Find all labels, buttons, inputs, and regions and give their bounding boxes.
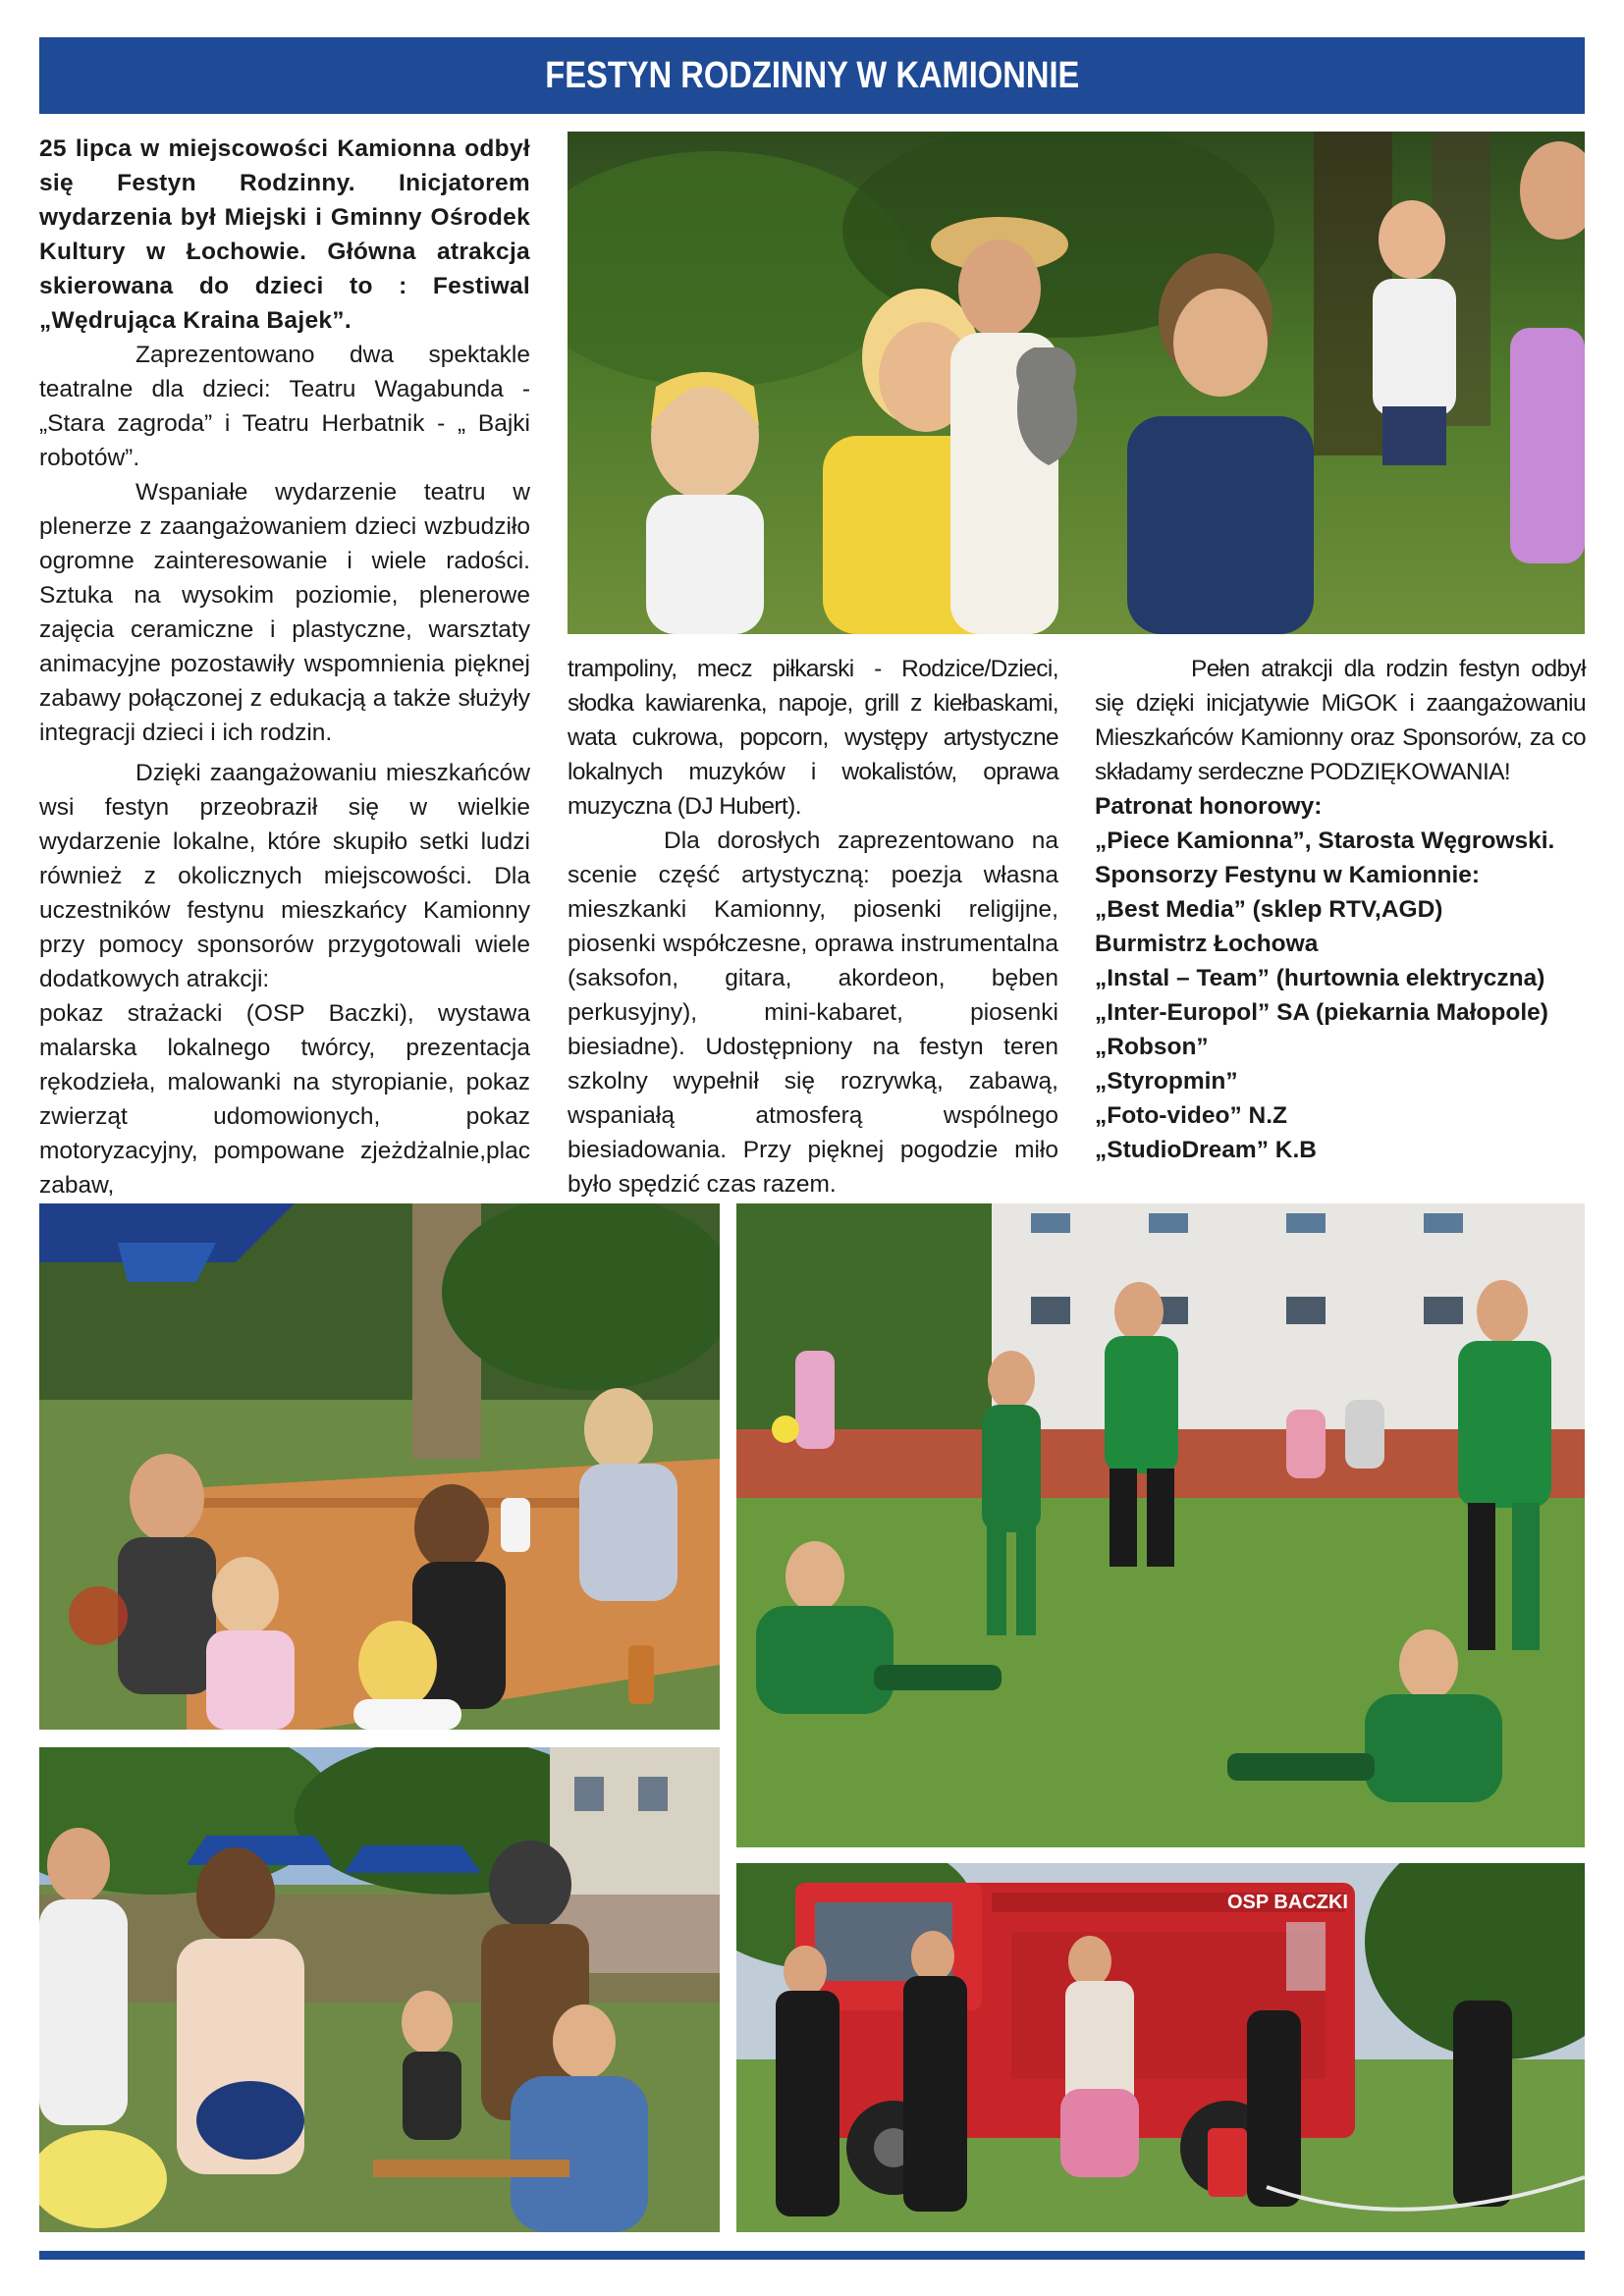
sponsor-item: „Instal – Team” (hurtownia elektryczna) [1095, 965, 1545, 991]
paragraph: Dzięki zaangażowaniu mieszkańców wsi festyn przeobraził się w wielkie wydarzenie lokalne, które skupiło setki ludzi również z okolicznych miejscowości. Dla uczestników festynu mieszkańcy Kamionny przy pomocy sponsorów przygotowali wiele dodatkowych atrakcji: [39, 760, 530, 992]
paragraph: Dla dorosłych zaprezentowano na scenie część artystyczną: poezja własna mieszkanki Kamionny, piosenki religijne, piosenki współczesne, oprawa instrumentalna (saksofon, gitara, akordeon, bęben perkusyjny), mini-kabaret, piosenki biesiadne). Udostępniony na festyn teren szkolny wypełnił się rozrywką, zabawą, wspaniałą atmosferą wspólnego biesiadowania. Przy pięknej pogodzie miło było spędzić czas razem. [568, 828, 1058, 1198]
paragraph: Wspaniałe wydarzenie teatru w plenerze z zaangażowaniem dzieci wzbudziło ogromne zainteresowanie i wiele radości. Sztuka na wysokim poziomie, plenerowe zajęcia ceramiczne i plastyczne, warsztaty animacyjne pozostawiły wspomnienia pięknej zabawy połączonej z edukacją a także służyły integracji dzieci i ich rodzin. [39, 479, 530, 746]
patronat-text: „Piece Kamionna”, Starosta Węgrowski. [1095, 828, 1555, 854]
sponsor-item: „Best Media” (sklep RTV,AGD) [1095, 896, 1443, 923]
text-column-3 [1095, 652, 1586, 1167]
text-column-1 [39, 132, 530, 1202]
sponsor-item: „Foto-video” N.Z [1095, 1102, 1287, 1129]
photo-crowd-animator [39, 1747, 720, 2232]
sponsor-item: „StudioDream” K.B [1095, 1137, 1317, 1163]
text-column-2 [568, 652, 1058, 1201]
photo-football-match [736, 1203, 1585, 1847]
sponsors-list [1095, 892, 1586, 1167]
truck-label: OSP BACZKI [1227, 1892, 1348, 1913]
lead-paragraph: 25 lipca w miejscowości Kamionna odbył się Festyn Rodzinny. Inicjatorem wydarzenia był Miejski i Gminny Ośrodek Kultury w Łochowie. Główna atrakcja skierowana do dzieci to : Festiwal „Wędrująca Kraina Bajek”. [39, 135, 530, 334]
paragraph: pokaz strażacki (OSP Baczki), wystawa malarska lokalnego twórcy, prezentacja rękodzieła, malowanki na styropianie, pokaz zwierząt udomowionych, pokaz motoryzacyjny, pompowane zjeżdżalnie,plac zabaw, [39, 1000, 530, 1199]
patronat-heading: Patronat honorowy: [1095, 793, 1323, 820]
sponsors-heading: Sponsorzy Festynu w Kamionnie: [1095, 862, 1481, 888]
photo-pottery-workshop [568, 132, 1585, 634]
title-banner [39, 37, 1585, 114]
paragraph: trampoliny, mecz piłkarski - Rodzice/Dzieci, słodka kawiarenka, napoje, grill z kiełbaskami, wata cukrowa, popcorn, występy artystyczne lokalnych muzyków i wokalistów, oprawa muzyczna (DJ Hubert). [568, 656, 1058, 820]
paragraph: Pełen atrakcji dla rodzin festyn odbył się dzięki inicjatywie MiGOK i zaangażowaniu Mieszkańców Kamionny oraz Sponsorów, za co składamy serdeczne PODZIĘKOWANIA! [1095, 656, 1586, 785]
sponsor-item: Burmistrz Łochowa [1095, 931, 1319, 957]
footer-rule [39, 2251, 1585, 2260]
page-title: FESTYN RODZINNY W KAMIONNIE [544, 54, 1080, 96]
photo-painting-tables [39, 1203, 720, 1730]
sponsor-item: „Robson” [1095, 1034, 1209, 1060]
sponsor-item: „Inter-Europol” SA (piekarnia Małopole) [1095, 999, 1548, 1026]
photo-fire-truck [736, 1863, 1585, 2232]
paragraph: Zaprezentowano dwa spektakle teatralne dla dzieci: Teatru Wagabunda - „Stara zagroda” i Teatru Herbatnik - „ Bajki robotów”. [39, 342, 530, 471]
sponsor-item: „Styropmin” [1095, 1068, 1238, 1095]
